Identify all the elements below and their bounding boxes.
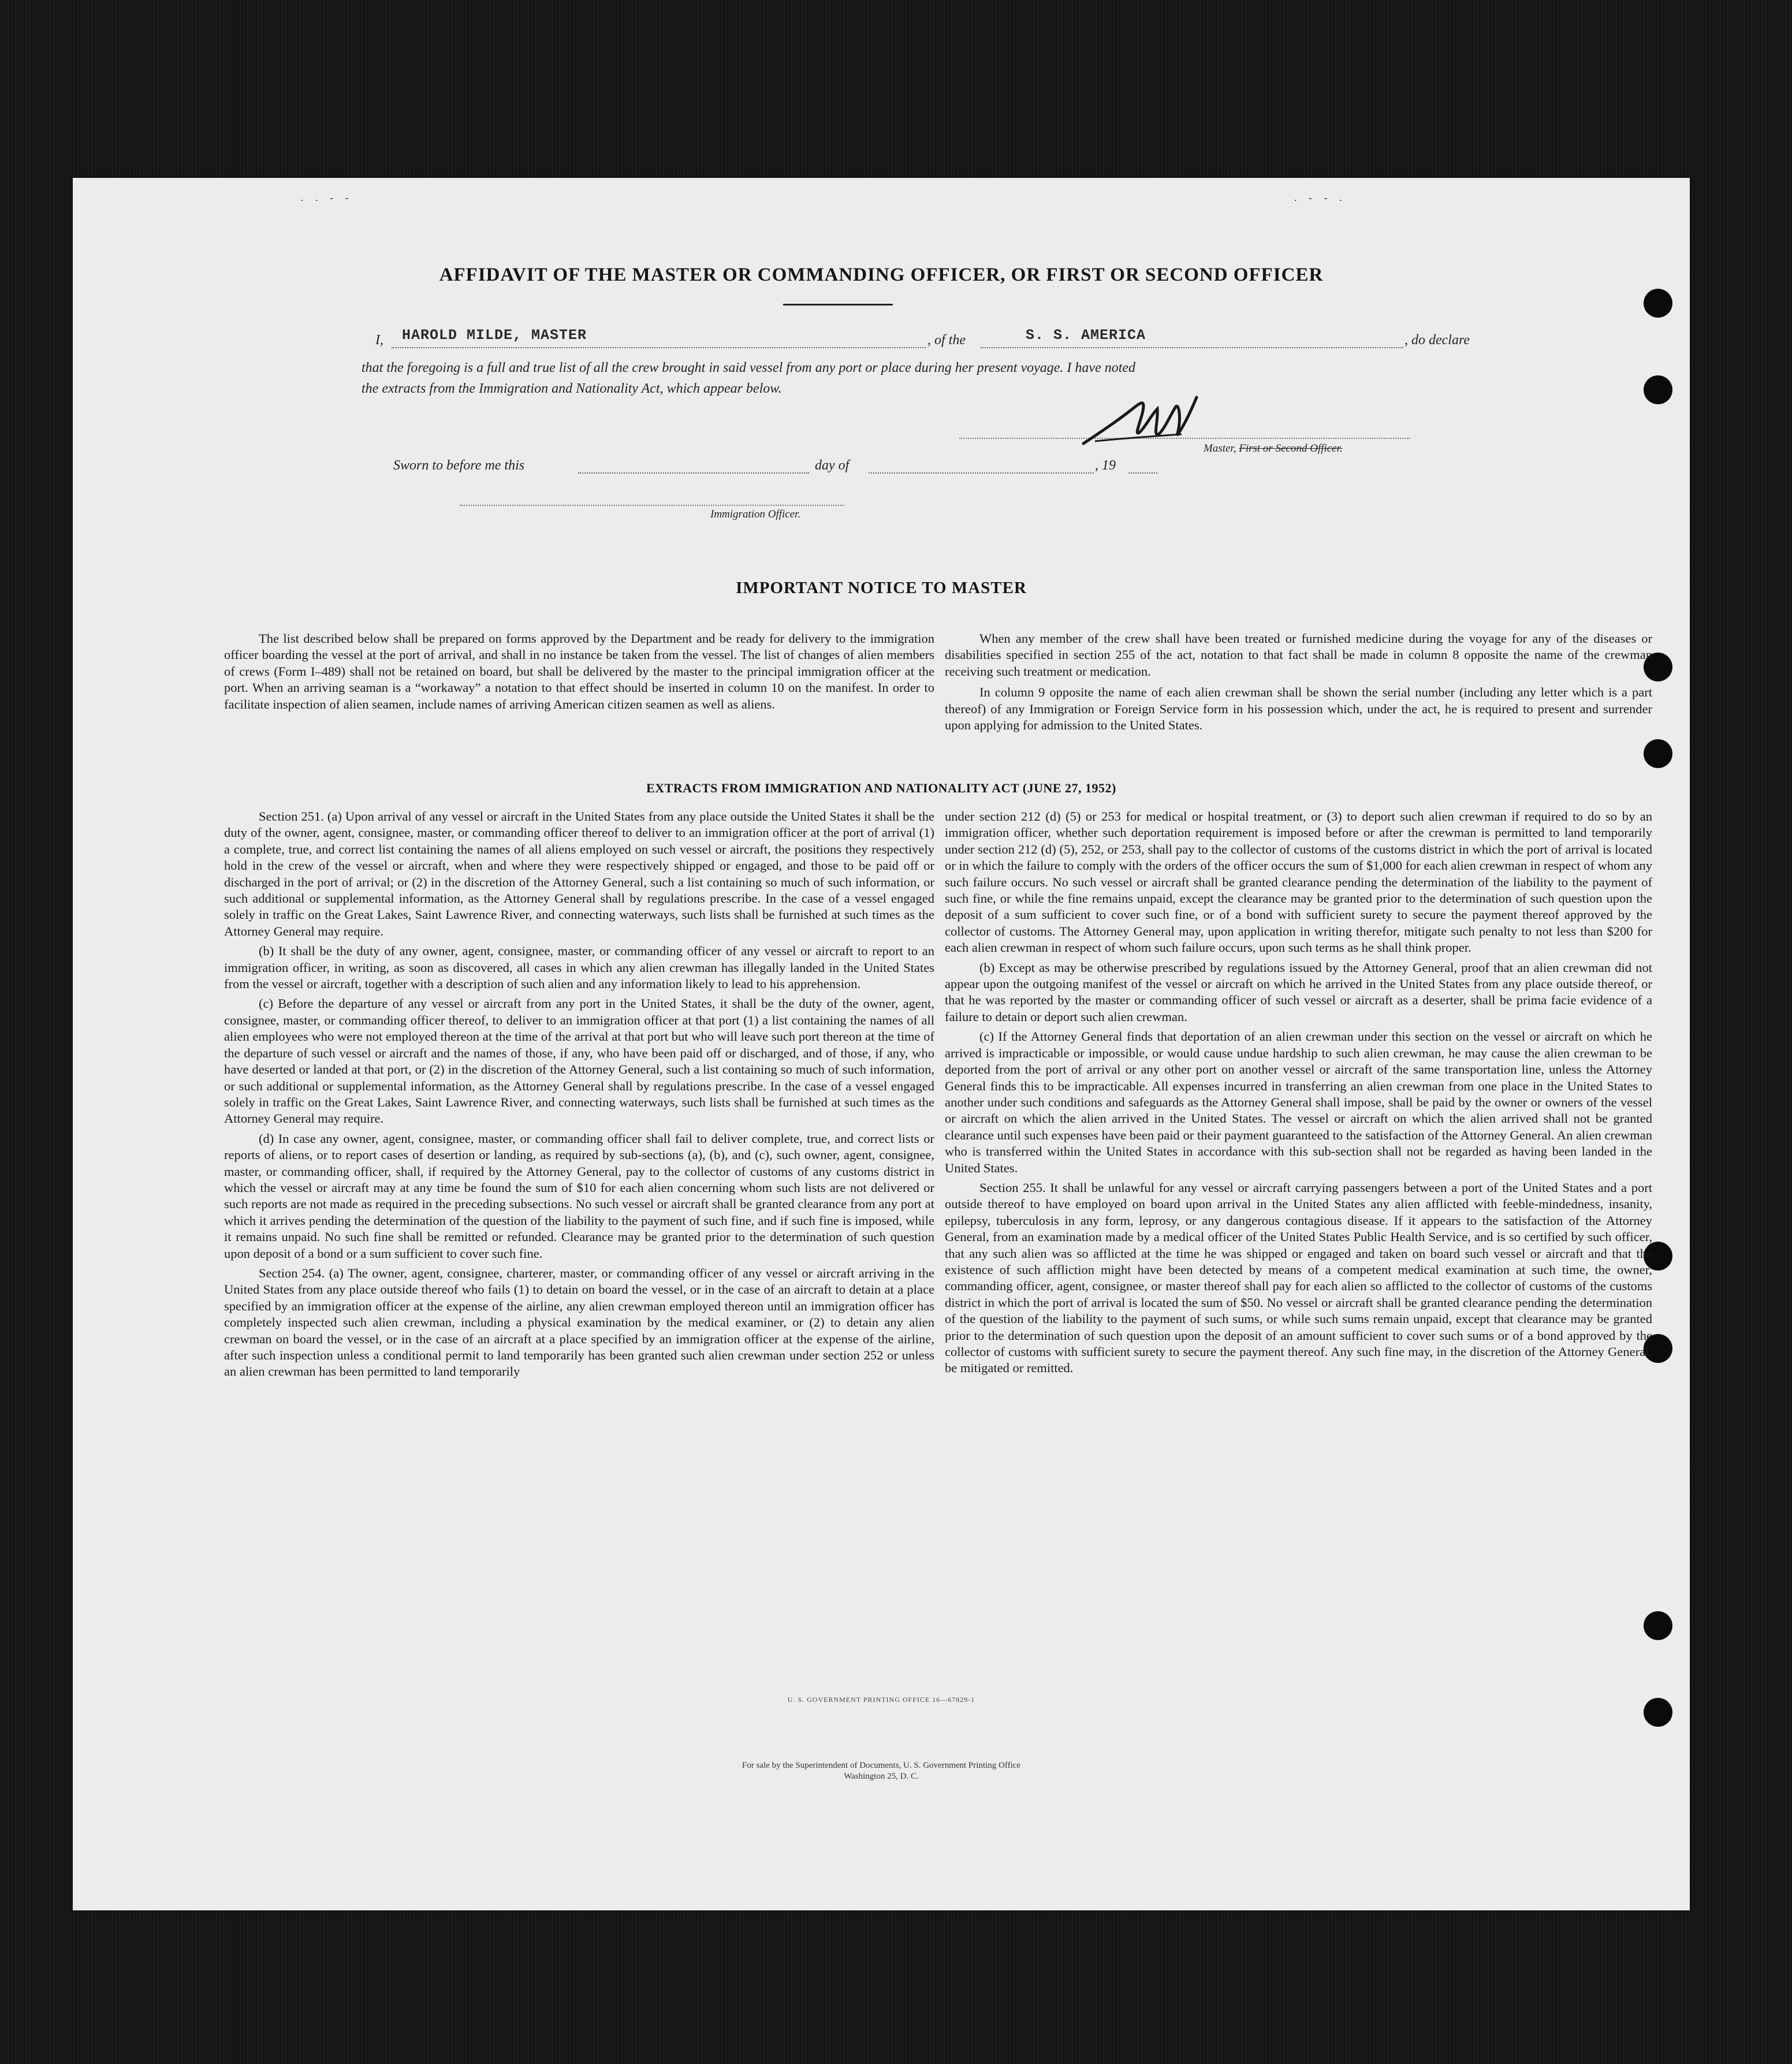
officer-caption-struck: First or Second Officer. xyxy=(1239,442,1343,454)
statute-paragraph: Section 251. (a) Upon arrival of any vessel or aircraft in the United States from any place outside the United States it shall be the duty of the owner, agent, consignee, master, or commanding officer thereof to deliver to an immigration officer at the port of arrival (1) a complete, true, and correct list containing the names of all aliens employed on such vessel or aircraft, the positions they respectively hold in the crew of the vessel or aircraft, when and where they were respectively shipped or engaged, and those to be paid off or discharged in the port of arrival; or (2) in the discretion of the Attorney General, such a list containing so much of such information, or such additional or supplemental information, as the Attorney General shall by regulations prescribe. In the case of a vessel engaged solely in traffic on the Great Lakes, Saint Lawrence River, and connecting waterways, such lists shall be furnished at such times as the Attorney General may require. xyxy=(224,809,934,938)
notice-left-column xyxy=(224,631,934,716)
statute-paragraph: (b) It shall be the duty of any owner, agent, consignee, master, or commanding officer of any vessel or aircraft to report to an immigration officer, in writing, as soon as discovered, all cases in which any alien crewman has illegally landed in the United States from the vessel or aircraft, together with a description of such alien and any information likely to lead to his apprehension. xyxy=(224,944,934,992)
sworn-day-fill xyxy=(578,472,809,474)
notice-right-column xyxy=(945,631,1652,737)
day-of-label: day of xyxy=(815,458,850,473)
affidavit-title: AFFIDAVIT OF THE MASTER OR COMMANDING OFFICER, OR FIRST OR SECOND OFFICER xyxy=(439,264,1324,285)
immigration-officer-caption: Immigration Officer. xyxy=(710,508,801,520)
title-rule xyxy=(783,304,893,305)
sale-notice-line-2: Washington 25, D. C. xyxy=(844,1772,919,1781)
sale-notice-line-1: For sale by the Superintendent of Documents, U. S. Government Printing Office xyxy=(742,1761,1021,1770)
immigration-officer-line xyxy=(460,505,844,506)
statute-paragraph: (d) In case any owner, agent, consignee, master, or commanding officer shall fail to deliver complete, true, and correct lists or reports of aliens, or to report cases of desertion or landing, as required by sub-sections (a), (b), and (c), such owner, agent, consignee, master, or commanding officer, shall, if required by the Attorney General, pay to the collector of customs of any customs district in which the vessel or aircraft may at any time be found the sum of $10 for each alien concerning whom such lists are not delivered or such reports are not made as required in the preceding subsections. No such vessel or aircraft shall be granted clearance from any port at which it arrives pending the determination of the question of the liability to the payment of such fine, and if such fine is imposed, while it remains unpaid. No such fine shall be remitted or refunded. Clearance may be granted prior to the determination of such question upon deposit of a bond or a sum sufficient to cover such fine. xyxy=(224,1131,934,1261)
binder-hole xyxy=(1644,289,1672,318)
declaration-line-3: the extracts from the Immigration and Nationality Act, which appear below. xyxy=(362,381,782,396)
year-prefix: , 19 xyxy=(1095,458,1116,473)
vessel-fill-line xyxy=(981,347,1403,348)
affidavit-page xyxy=(73,178,1690,1910)
name-fill-line xyxy=(392,347,926,348)
sale-notice xyxy=(73,1760,1690,1782)
sworn-year-fill xyxy=(1128,472,1157,474)
notice-paragraph: When any member of the crew shall have been treated or furnished medicine during the voyage for any of the diseases or disabilities specified in section 255 of the act, notation to that fact shall be made in column 8 opposite the name of the crewman receiving such treatment or medication. xyxy=(945,631,1652,679)
statute-paragraph: (c) If the Attorney General finds that deportation of an alien crewman under this section on the vessel or aircraft on which he arrived is impracticable or impossible, or would cause undue hardship to such alien crewman, he may cause the alien crewman to be deported from the port of arrival or any other port on another vessel or aircraft of the same transportation line, unless the Attorney General finds this to be impracticable. All expenses incurred in transferring an alien crewman from one place in the United States to another under such conditions and safeguards as the Attorney General shall impose, shall be paid by the owner or owners of the vessel or aircraft on which the alien arrived in the United States. The vessel or aircraft on which the alien arrived shall not be granted clearance until such expenses have been paid or their payment guaranteed to the satisfaction of the Attorney General. An alien crewman who is transferred within the United States in accordance with this sub-section shall not be regarded as having been landed in the United States. xyxy=(945,1029,1652,1175)
vessel-name: S. S. AMERICA xyxy=(1026,327,1146,344)
sworn-month-fill xyxy=(869,472,1094,474)
master-signature xyxy=(1078,386,1222,455)
sworn-label: Sworn to before me this xyxy=(393,458,525,473)
declaration-line-2: that the foregoing is a full and true list of all the crew brought in said vessel from any port or place during her present voyage. I have noted xyxy=(362,360,1136,375)
statute-paragraph: (c) Before the departure of any vessel or aircraft from any port in the United States, it shall be the duty of the owner, agent, consignee, master, or commanding officer thereof, to deliver to an immigration officer at that port (1) a list containing the names of all alien employees who were not employed thereon at the time of the arrival at that port but who will leave such port thereon at the time of the departure of such vessel or aircraft and the names of those, if any, who have been paid off or discharged, and of those, if any, who have deserted or landed at that port, or (2) in the discretion of the Attorney General, such a list containing so much of such information, or such additional or supplemental information, as the Attorney General shall by regulations prescribe. In the case of a vessel engaged solely in traffic on the Great Lakes, Saint Lawrence River, and connecting waterways, such lists shall be furnished at such times as the Attorney General may require. xyxy=(224,996,934,1126)
statute-paragraph: Section 255. It shall be unlawful for any vessel or aircraft carrying passengers between a port of the United States and a port outside thereof to have employed on board upon arrival in the United States any alien afflicted with feeble-mindedness, insanity, epilepsy, tuberculosis in any form, leprosy, or any dangerous contagious disease. If it appears to the satisfaction of the Attorney General, from an examination made by a medical officer of the United States Public Health Service, and is so certified by such officer, that any such alien was so afflicted at the time he was shipped or engaged and taken on board such vessel or aircraft and that the existence of such affliction might have been detected by means of a competent medical examination at such time, the owner, commanding officer, agent, consignee, or master thereof shall pay for each alien so afflicted to the collector of customs of the customs district in which the port of arrival is located the sum of $50. No vessel or aircraft shall be granted clearance pending the determination of the question of the liability to the payment of such sums, or while such sums remain unpaid, except that clearance may be granted prior to the determination of such question upon the deposit of an amount sufficient to cover such sums or of a bond approved by the collector of customs with sufficient surety to secure the payment thereof. Any such fine may, in the discretion of the Attorney General, be mitigated or remitted. xyxy=(945,1180,1652,1376)
binder-hole xyxy=(1644,1611,1672,1640)
notice-paragraph: In column 9 opposite the name of each alien crewman shall be shown the serial number (including any letter which is a part thereof) of any Immigration or Foreign Service form in his possession which, under the act, he is required to present and surrender upon applying for admission to the United States. xyxy=(945,685,1652,733)
binder-hole xyxy=(1644,739,1672,768)
declaration-i-label: I, xyxy=(375,333,383,348)
scan-mark: . . - - xyxy=(301,192,353,203)
extracts-right-column xyxy=(945,809,1652,1380)
statute-paragraph: Section 254. (a) The owner, agent, consignee, charterer, master, or commanding officer of any vessel or aircraft arriving in the United States from any place outside thereof who fails (1) to detain on board the vessel, or in the case of an aircraft to detain at a place specified by an immigration officer at the expense of the airline, any alien crewman employed thereon until an immigration officer has completely inspected such alien crewman, including a physical examination by the medical examiner, or (2) to detain any alien crewman on board the vessel, or in the case of an aircraft at a place specified by an immigration officer at the expense of the airline, after such inspection unless a conditional permit to land temporarily has been granted such alien crewman under section 252 or unless an alien crewman has been permitted to land temporarily xyxy=(224,1265,934,1379)
master-caption xyxy=(1204,442,1343,455)
do-declare-label: , do declare xyxy=(1404,333,1470,348)
printing-office-line: U. S. GOVERNMENT PRINTING OFFICE 16—67829-1 xyxy=(787,1696,975,1704)
notice-heading: IMPORTANT NOTICE TO MASTER xyxy=(736,579,1027,597)
extracts-heading: EXTRACTS FROM IMMIGRATION AND NATIONALITY ACT (JUNE 27, 1952) xyxy=(646,781,1116,795)
of-the-label: , of the xyxy=(927,333,966,348)
master-name: HAROLD MILDE, MASTER xyxy=(402,327,587,344)
binder-hole xyxy=(1644,375,1672,404)
statute-paragraph: (b) Except as may be otherwise prescribed by regulations issued by the Attorney General, proof that an alien crewman did not appear upon the outgoing manifest of the vessel or aircraft on which he arrived in the United States from any place outside thereof, or that he was reported by the master or commanding officer of such vessel or aircraft as a deserter, shall be prima facie evidence of a failure to detain or deport such alien crewman. xyxy=(945,960,1652,1024)
notice-paragraph: The list described below shall be prepared on forms approved by the Department and be ready for delivery to the immigration officer boarding the vessel at the port of arrival, and shall in no instance be taken from the vessel. The list of changes of alien members of crews (Form I–489) shall not be retained on board, but shall be delivered by the master to the principal immigration officer at the port. When an arriving seaman is a “workaway” a notation to that effect should be inserted in column 10 on the manifest. In order to facilitate inspection of alien seamen, include names of arriving American citizen seamen as well as aliens. xyxy=(224,631,934,711)
statute-paragraph: under section 212 (d) (5) or 253 for medical or hospital treatment, or (3) to deport such alien crewman if required to do so by an immigration officer, whether such deportation requirement is imposed before or after the crewman is permitted to land temporarily under section 212 (d) (5), 252, or 253, shall pay to the collector of customs of the customs district in which the port of arrival is located or in which the failure to comply with the orders of the officer occurs the sum of $1,000 for each alien crewman in respect of whom any such failure occurs. No such vessel or aircraft shall be granted clearance pending the determination of the liability to the payment of such fine, or while the fine remains unpaid, except the clearance may be granted prior to the determination of such question upon the deposit of a sum sufficient to cover such fine, or of a bond with sufficient surety to secure the payment thereof approved by the collector of customs. The Attorney General may, upon application in writing therefor, mitigate such penalty to not less than $200 for each alien crewman in respect of whom such failure occurs, upon such terms as he shall think proper. xyxy=(945,809,1652,955)
extracts-left-column xyxy=(224,809,934,1384)
scan-mark: . - - . xyxy=(1294,192,1347,203)
master-caption-label: Master, xyxy=(1204,442,1236,454)
